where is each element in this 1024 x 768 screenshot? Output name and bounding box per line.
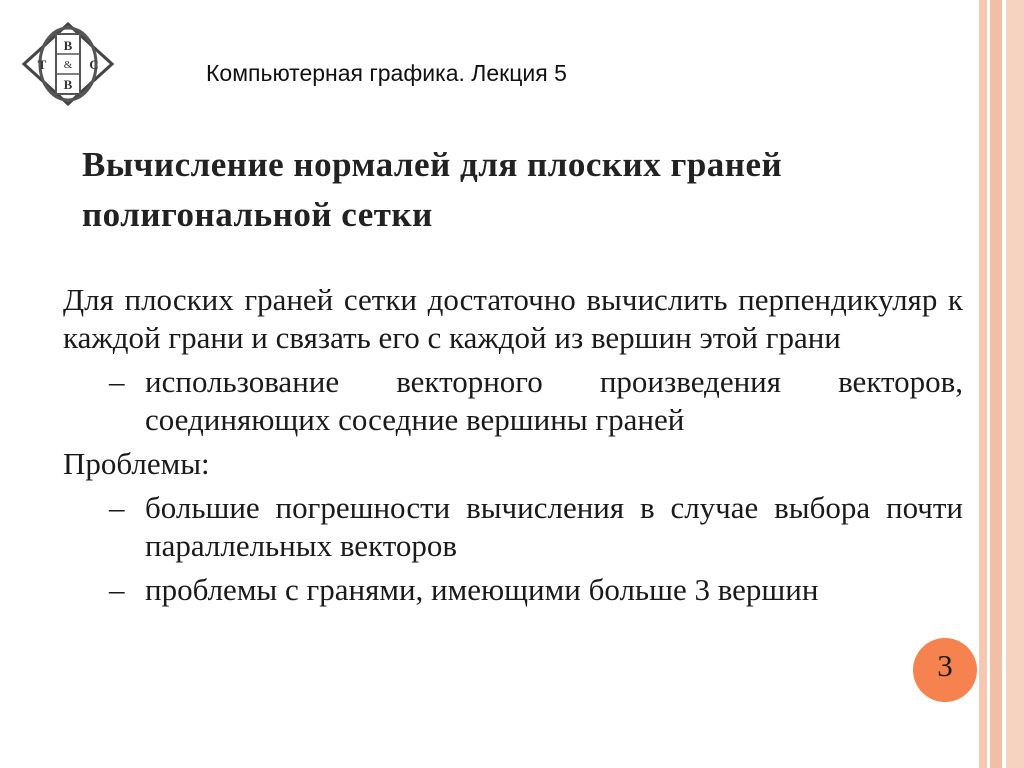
decorative-stripe xyxy=(979,0,987,768)
bullet-text: использование векторного произведения векторов, соединяющих соседние вершины граней xyxy=(145,364,963,437)
bullet-dash: – xyxy=(109,572,125,607)
university-logo xyxy=(22,22,114,106)
bullet-cross-product xyxy=(63,363,963,439)
logo-letter-left: T xyxy=(37,57,47,72)
logo-letter-bottom: B xyxy=(63,77,73,92)
paragraph-intro: Для плоских граней сетки достаточно вычислить перпендикуляр к каждой грани и связать его с каждой из вершин этой грани xyxy=(63,282,963,355)
lecture-header: Компьютерная графика. Лекция 5 xyxy=(206,60,567,86)
bullet-text: проблемы с гранями, имеющими больше 3 вершин xyxy=(145,572,819,607)
decorative-stripe xyxy=(990,0,1002,768)
page-number-badge: 3 xyxy=(913,638,977,702)
slide-content xyxy=(63,281,963,609)
paragraph-problems: Проблемы: xyxy=(63,446,210,481)
bullet-dash: – xyxy=(109,490,125,525)
logo-letter-right: C xyxy=(89,57,99,72)
bullet-precision-error xyxy=(63,489,963,565)
bullet-many-vertices xyxy=(63,571,963,609)
bullet-dash: – xyxy=(109,364,125,399)
logo-letter-top: B xyxy=(63,38,73,53)
logo-letter-center: & xyxy=(63,59,73,71)
bullet-text: большие погрешности вычисления в случае выбора почти параллельных векторов xyxy=(145,490,963,563)
decorative-stripe xyxy=(1006,0,1024,768)
slide-title: Вычисление нормалей для плоских граней полигональной сетки xyxy=(82,145,783,234)
